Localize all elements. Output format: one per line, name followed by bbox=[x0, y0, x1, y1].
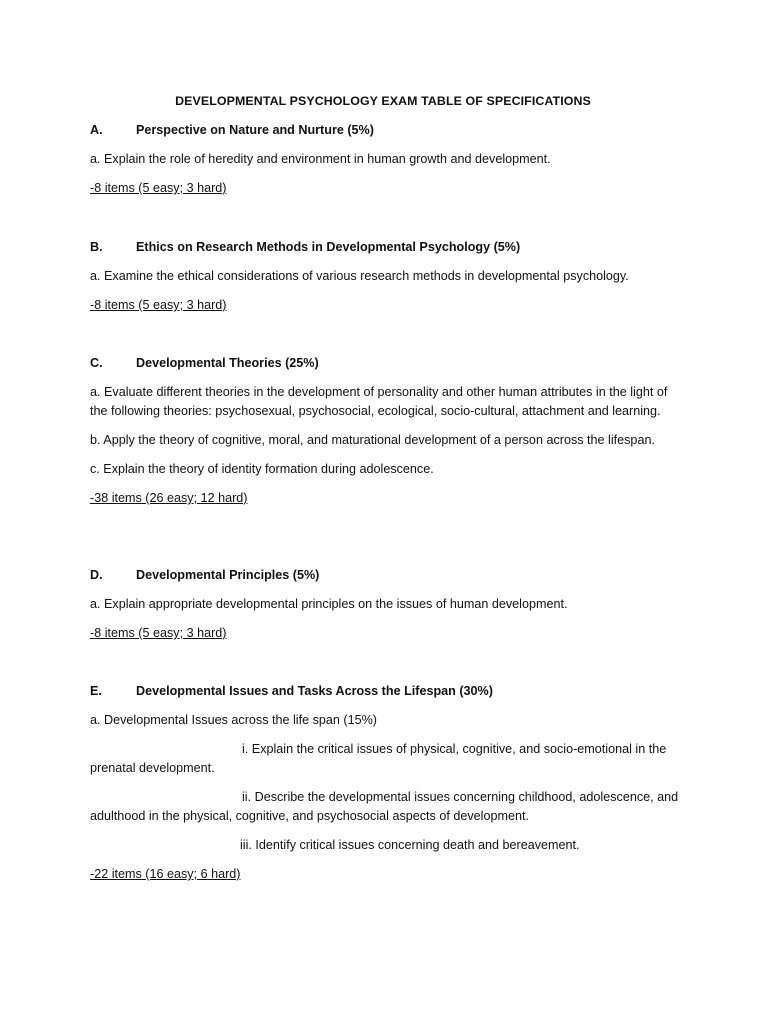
section-letter: D. bbox=[90, 568, 103, 582]
section-title: Developmental Issues and Tasks Across the Lifespan (30%) bbox=[136, 684, 493, 698]
sub-objective-paragraph: i. Explain the critical issues of physical, cognitive, and socio-emotional in the prenatal development. bbox=[90, 742, 667, 775]
objective-paragraph: a. Examine the ethical considerations of various research methods in developmental psychology. bbox=[90, 269, 629, 283]
objective-paragraph: b. Apply the theory of cognitive, moral, and maturational development of a person across the lifespan. bbox=[90, 433, 655, 447]
section-letter: A. bbox=[90, 123, 103, 137]
item-count: -38 items (26 easy; 12 hard) bbox=[90, 491, 248, 505]
section-letter: B. bbox=[90, 240, 103, 254]
objective-paragraph: a. Developmental Issues across the life span (15%) bbox=[90, 713, 377, 727]
item-count: -8 items (5 easy; 3 hard) bbox=[90, 298, 227, 312]
section-title: Ethics on Research Methods in Developmental Psychology (5%) bbox=[136, 240, 521, 254]
item-count: -8 items (5 easy; 3 hard) bbox=[90, 181, 227, 195]
section-e bbox=[90, 682, 686, 884]
section-heading bbox=[90, 354, 686, 373]
page-title: DEVELOPMENTAL PSYCHOLOGY EXAM TABLE OF SPECIFICATIONS bbox=[175, 94, 591, 108]
item-count: -22 items (16 easy; 6 hard) bbox=[90, 867, 241, 881]
section-b bbox=[90, 238, 686, 315]
section-heading bbox=[90, 566, 686, 585]
objective-paragraph: a. Explain appropriate developmental principles on the issues of human development. bbox=[90, 597, 568, 611]
section-d bbox=[90, 566, 686, 643]
section-heading bbox=[90, 121, 686, 140]
sub-objective-paragraph: iii. Identify critical issues concerning death and bereavement. bbox=[240, 838, 580, 852]
objective-paragraph: a. Evaluate different theories in the development of personality and other human attributes in the light of the following theories: psychosexual, psychosocial, ecological, socio-cultural, attachment and learning. bbox=[90, 385, 668, 418]
section-title: Perspective on Nature and Nurture (5%) bbox=[136, 123, 374, 137]
objective-paragraph: a. Explain the role of heredity and environment in human growth and development. bbox=[90, 152, 551, 166]
section-title: Developmental Theories (25%) bbox=[136, 356, 319, 370]
item-count: -8 items (5 easy; 3 hard) bbox=[90, 626, 227, 640]
section-c bbox=[90, 354, 686, 508]
sub-objective-paragraph: ii. Describe the developmental issues concerning childhood, adolescence, and adulthood in the physical, cognitive, and psychosocial aspects of development. bbox=[90, 790, 679, 823]
section-heading bbox=[90, 238, 686, 257]
section-title: Developmental Principles (5%) bbox=[136, 568, 320, 582]
section-heading bbox=[90, 682, 686, 701]
section-a bbox=[90, 121, 686, 198]
section-letter: C. bbox=[90, 356, 103, 370]
section-letter: E. bbox=[90, 684, 102, 698]
objective-paragraph: c. Explain the theory of identity formation during adolescence. bbox=[90, 462, 434, 476]
